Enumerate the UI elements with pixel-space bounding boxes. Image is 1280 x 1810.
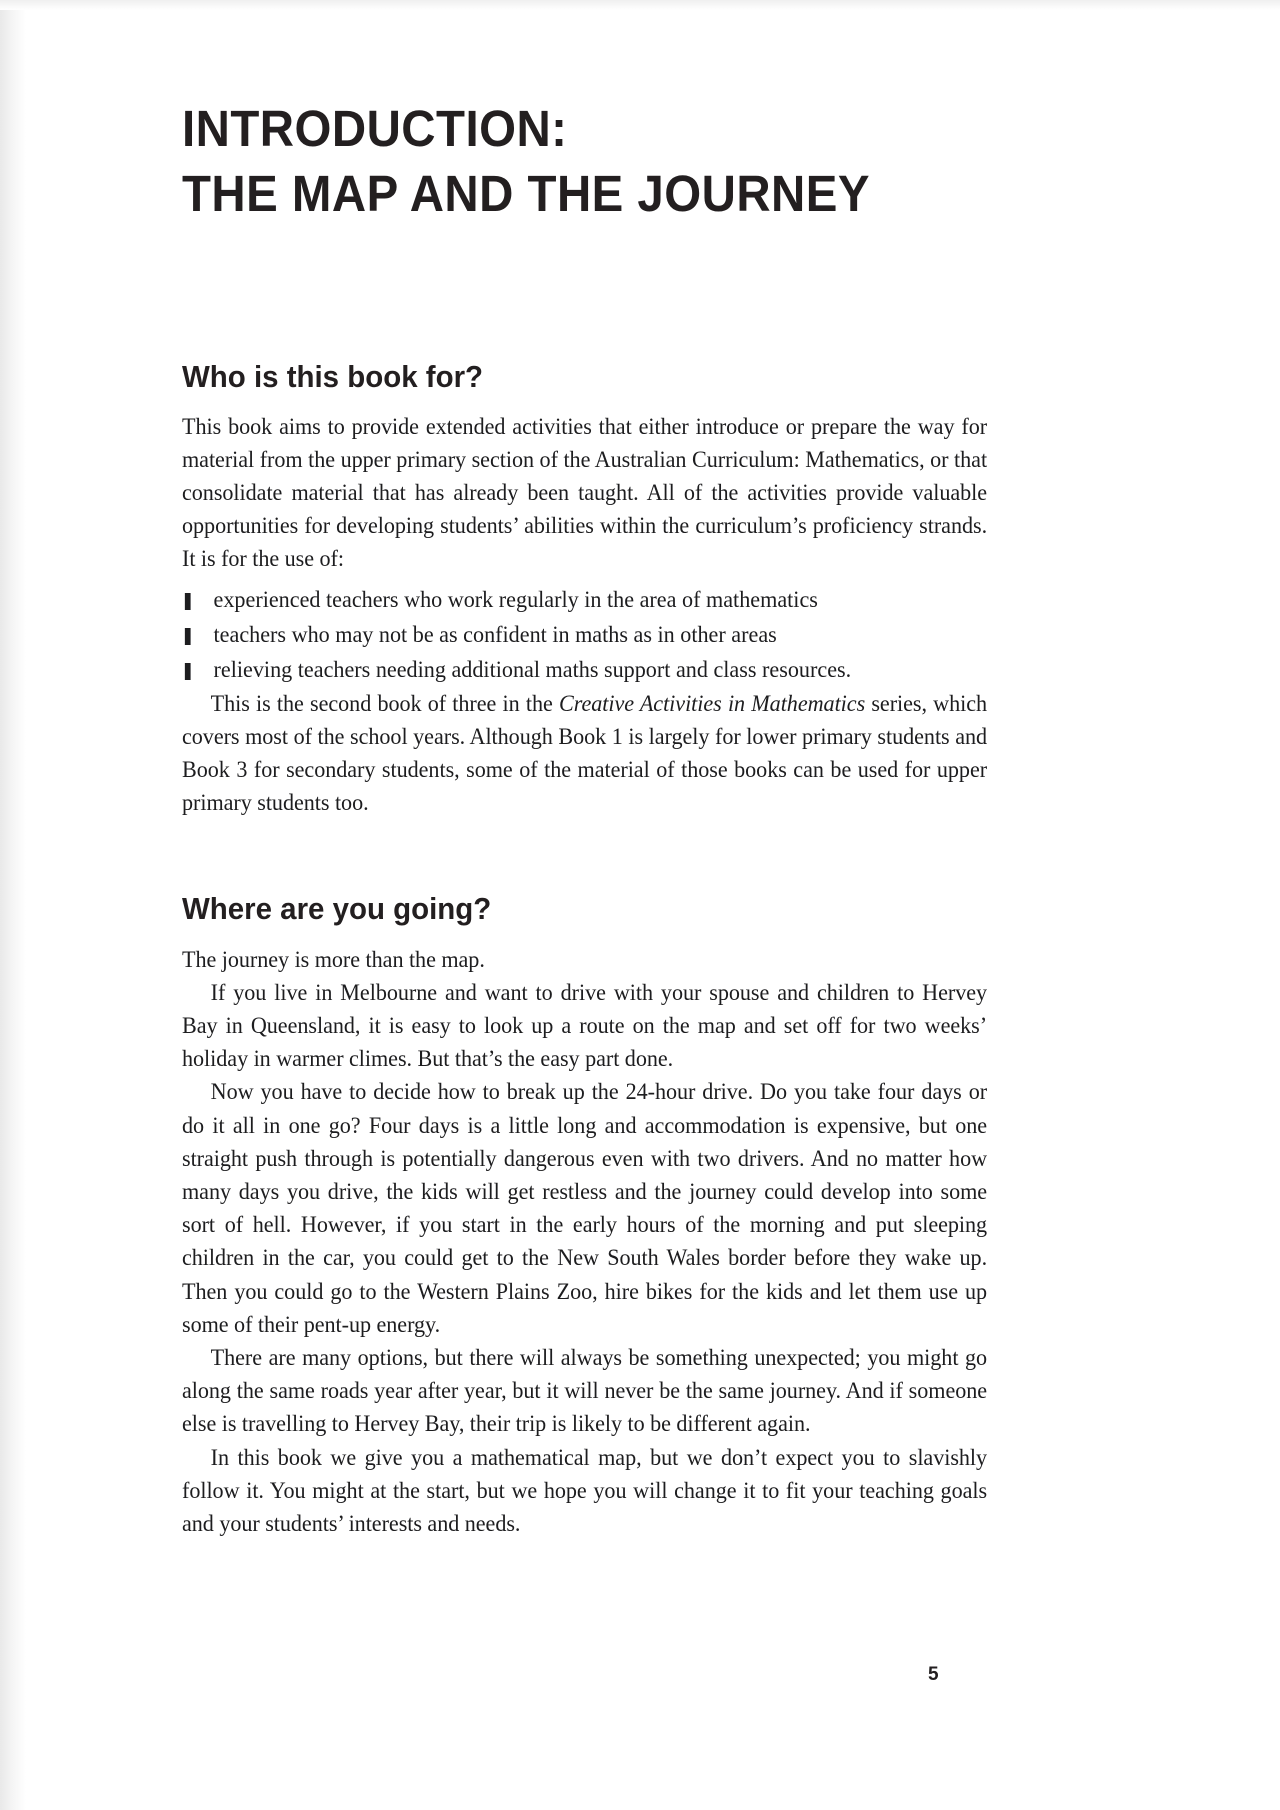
list-item-label: experienced teachers who work regularly in the area of mathematics <box>213 586 818 613</box>
section-2-paragraph-1: The journey is more than the map. <box>182 946 485 973</box>
bullet-bar-icon <box>185 593 191 610</box>
section-1-closing-paragraph <box>182 688 987 821</box>
audience-bullet-list <box>182 583 987 688</box>
list-item <box>182 583 987 618</box>
list-item <box>182 618 987 653</box>
section-2-paragraph-2: If you live in Melbourne and want to drive with your spouse and children to Hervey Bay in Queensland, it is easy to look up a route on the map and set off for two weeks’ holiday in warmer climes. But that’s the easy part done. <box>182 979 988 1073</box>
page-title <box>182 0 931 227</box>
section-2-paragraph-3: Now you have to decide how to break up the 24-hour drive. Do you take four days or do it all in one go? Four days is a little long and accommodation is expensive, but one straight push through is potentially dangerous even with two drivers. And no matter how many days you drive, the kids will get restless and the journey could develop into some sort of hell. However, if you start in the early hours of the morning and put sleeping children in the car, you could get to the New South Wales border before they wake up. Then you could go to the Western Plains Zoo, hire bikes for the kids and let them use up some of their pent-up energy. <box>182 1079 988 1338</box>
page-title-line-2: THE MAP AND THE JOURNEY <box>182 165 870 223</box>
section-heading-where-are-you-going: Where are you going? <box>182 891 492 927</box>
list-item <box>182 653 987 688</box>
page-content-column <box>182 0 987 1541</box>
section-1-paragraph-1: This book aims to provide extended activities that either introduce or prepare the way for material from the upper primary section of the Australian Curriculum: Mathematics, or that consolidate material that has already been taught. All of the activities provide valuable opportunities for developing students’ abilities within the curriculum’s proficiency strands. It is for the use of: <box>182 413 988 573</box>
section-heading-who-is-this-book-for: Who is this book for? <box>182 358 484 394</box>
page-number: 5 <box>928 1664 939 1685</box>
list-item-label: relieving teachers needing additional maths support and class resources. <box>213 656 852 683</box>
list-item-label: teachers who may not be as confident in maths as in other areas <box>213 621 777 648</box>
series-title-italic: Creative Activities in Mathematics <box>558 690 866 717</box>
section-2-paragraph-5: In this book we give you a mathematical map, but we don’t expect you to slavishly follow it. You might at the start, but we hope you will change it to fit your teaching goals and your students’ interests and needs. <box>182 1444 988 1537</box>
bullet-bar-icon <box>185 663 191 680</box>
closing-text-after-italic: series, which covers most of the school years. Although Book 1 is largely for lower primary students and Book 3 for secondary students, some of the material of those books can be used for upper primary students too. <box>182 690 988 817</box>
page-title-line-1: INTRODUCTION: <box>182 100 568 157</box>
bullet-bar-icon <box>185 628 191 645</box>
section-2-paragraph-4: There are many options, but there will always be something unexpected; you might go along the same roads year after year, but it will never be the same journey. And if someone else is travelling to Hervey Bay, their trip is likely to be different again. <box>182 1344 988 1438</box>
closing-text-before-italic: This is the second book of three in the <box>210 690 559 717</box>
